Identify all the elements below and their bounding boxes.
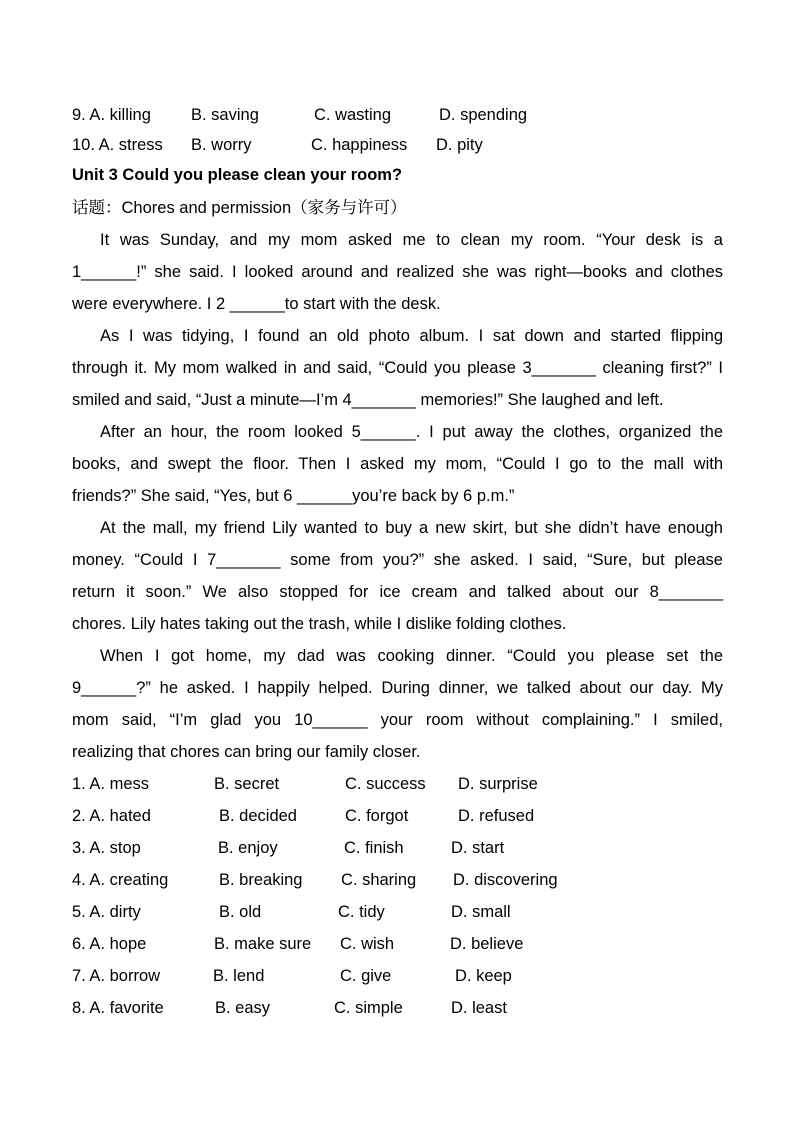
passage-line: return it soon.” We also stopped for ice cream and talked about our 8_______ xyxy=(72,583,723,601)
option-c: C. tidy xyxy=(338,903,385,921)
option-a: 4. A. creating xyxy=(72,871,169,889)
option-c: C. sharing xyxy=(341,871,417,889)
passage-line: After an hour, the room looked 5______. I put away the clothes, organized the xyxy=(100,423,723,441)
option-a: 8. A. favorite xyxy=(72,999,164,1017)
passage-line: realizing that chores can bring our family closer. xyxy=(72,743,421,761)
passage-line: It was Sunday, and my mom asked me to clean my room. “Your desk is a xyxy=(100,231,723,249)
passage-line: At the mall, my friend Lily wanted to buy a new skirt, but she didn’t have enough xyxy=(100,519,723,537)
topic-line: 话题：Chores and permission（家务与许可） xyxy=(72,199,407,217)
option-b: B. saving xyxy=(191,106,259,124)
passage-line: chores. Lily hates taking out the trash, while I dislike folding clothes. xyxy=(72,615,567,633)
option-b: B. make sure xyxy=(214,935,312,953)
passage-line: 9______?” he asked. I happily helped. During dinner, we talked about our day. My xyxy=(72,679,723,697)
option-b: B. secret xyxy=(214,775,280,793)
option-d: D. spending xyxy=(439,106,528,124)
passage-line: books, and swept the floor. Then I asked my mom, “Could I go to the mall with xyxy=(72,455,723,473)
question-row xyxy=(72,966,723,986)
passage-line: were everywhere. I 2 ______to start with the desk. xyxy=(72,295,441,313)
option-a: 10. A. stress xyxy=(72,136,163,154)
option-c: C. wasting xyxy=(314,106,392,124)
question-row xyxy=(72,934,723,954)
option-b: B. worry xyxy=(191,136,252,154)
option-b: B. breaking xyxy=(219,871,303,889)
option-a: 6. A. hope xyxy=(72,935,147,953)
passage-line: through it. My mom walked in and said, “Could you please 3_______ cleaning first?” I xyxy=(72,359,723,377)
option-c: C. forgot xyxy=(345,807,409,825)
option-a: 9. A. killing xyxy=(72,106,151,124)
question-row xyxy=(72,806,723,826)
option-c: C. wish xyxy=(340,935,395,953)
option-d: D. discovering xyxy=(453,871,558,889)
option-c: C. simple xyxy=(334,999,403,1017)
option-b: B. easy xyxy=(215,999,271,1017)
option-b: B. enjoy xyxy=(218,839,278,857)
option-b: B. old xyxy=(219,903,262,921)
passage-line: money. “Could I 7_______ some from you?” she asked. I said, “Sure, but please xyxy=(72,551,723,569)
question-row xyxy=(72,838,723,858)
option-d: D. believe xyxy=(450,935,524,953)
question-row xyxy=(72,774,723,794)
option-b: B. decided xyxy=(219,807,297,825)
passage-line: 1______!” she said. I looked around and realized she was right—books and clothes xyxy=(72,263,723,281)
passage-line: friends?” She said, “Yes, but 6 ______you’re back by 6 p.m.” xyxy=(72,487,515,505)
option-d: D. start xyxy=(451,839,505,857)
option-b: B. lend xyxy=(213,967,265,985)
question-row xyxy=(72,135,723,155)
passage-line: When I got home, my dad was cooking dinner. “Could you please set the xyxy=(100,647,723,665)
option-a: 5. A. dirty xyxy=(72,903,141,921)
unit-title: Unit 3 Could you please clean your room? xyxy=(72,166,403,184)
option-d: D. pity xyxy=(436,136,483,154)
option-c: C. finish xyxy=(344,839,404,857)
option-d: D. small xyxy=(451,903,511,921)
passage-line: smiled and said, “Just a minute—I’m 4_______ memories!” She laughed and left. xyxy=(72,391,664,409)
option-d: D. surprise xyxy=(458,775,538,793)
option-a: 7. A. borrow xyxy=(72,967,161,985)
option-d: D. keep xyxy=(455,967,512,985)
passage-line: As I was tidying, I found an old photo album. I sat down and started flipping xyxy=(100,327,723,345)
option-c: C. happiness xyxy=(311,136,408,154)
question-row xyxy=(72,998,723,1018)
option-c: C. success xyxy=(345,775,426,793)
option-a: 2. A. hated xyxy=(72,807,151,825)
option-d: D. least xyxy=(451,999,507,1017)
option-c: C. give xyxy=(340,967,392,985)
question-row xyxy=(72,902,723,922)
question-row xyxy=(72,870,723,890)
question-row xyxy=(72,105,723,125)
passage-line: mom said, “I’m glad you 10______ your room without complaining.” I smiled, xyxy=(72,711,723,729)
option-d: D. refused xyxy=(458,807,535,825)
option-a: 3. A. stop xyxy=(72,839,141,857)
option-a: 1. A. mess xyxy=(72,775,150,793)
